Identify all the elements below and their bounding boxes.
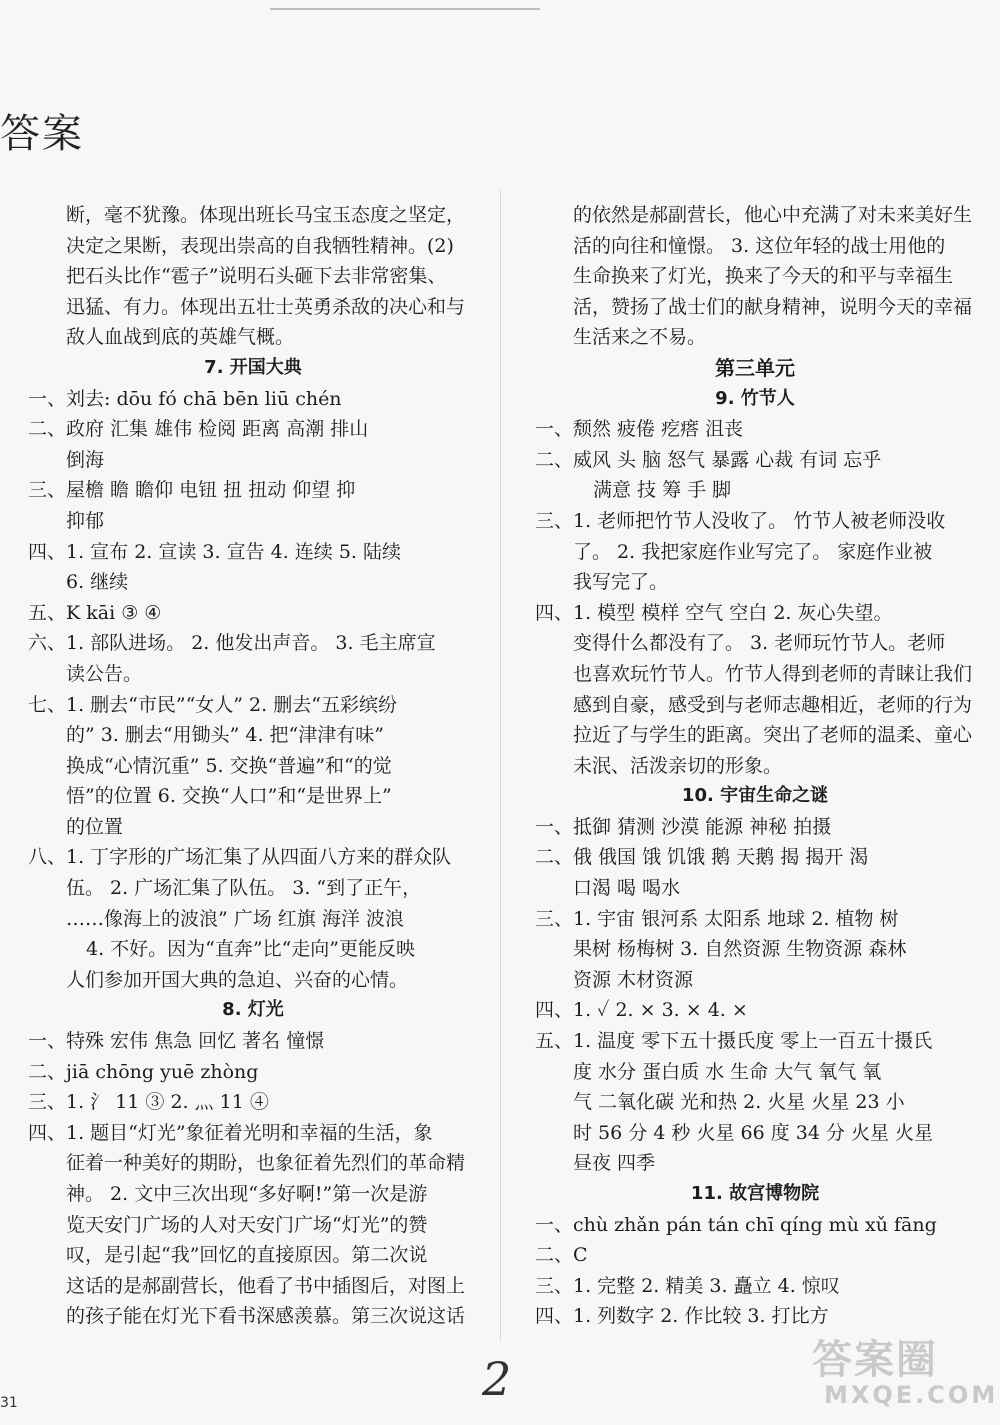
answer-line: 一、颓然 疲倦 疙瘩 沮丧 xyxy=(535,418,744,441)
answer-line: 四、1. 列数字 2. 作比较 3. 打比方 xyxy=(535,1305,829,1328)
right-column xyxy=(535,200,975,1332)
answer-line: 三、屋檐 瞻 瞻仰 电钮 扭 扭动 仰望 抑 xyxy=(28,479,356,502)
lesson-title: 7. 开国大典 xyxy=(204,356,302,378)
answer-line: 六、1. 部队进场。 2. 他发出声音。 3. 毛主席宣 xyxy=(28,632,436,655)
answer-line: 叹，是引起“我”回忆的直接原因。第二次说 xyxy=(66,1244,428,1267)
answer-line: 八、1. 丁字形的广场汇集了从四面八方来的群众队 xyxy=(28,846,452,869)
column-divider xyxy=(500,190,501,1340)
answer-line: 神。 2. 文中三次出现“多好啊!”第一次是游 xyxy=(66,1183,428,1205)
answer-line: 一、抵御 猜测 沙漠 能源 神秘 拍摄 xyxy=(535,815,832,838)
answer-line: 时 56 分 4 秒 火星 66 度 34 分 火星 火星 xyxy=(573,1121,934,1144)
answer-line: 气 二氧化碳 光和热 2. 火星 火星 23 小 xyxy=(573,1091,905,1114)
answer-line: 感到自豪，感受到与老师志趣相近，老师的行为 xyxy=(573,693,973,716)
watermark-logo xyxy=(812,1337,999,1418)
top-rule xyxy=(270,8,540,10)
answer-line: 三、1. 氵 11 ③ 2. 灬 11 ④ xyxy=(28,1091,269,1114)
lesson-title: 8. 灯光 xyxy=(222,999,284,1021)
left-column xyxy=(28,200,478,1332)
answer-line: 倒海 xyxy=(66,448,105,471)
answer-line: 资源 木材资源 xyxy=(573,968,694,991)
answer-line: 这话的是郝副营长，他看了书中插图后，对图上 xyxy=(66,1274,466,1297)
answer-line: 把石头比作“雹子”说明石头砸下去非常密集、 xyxy=(66,265,447,288)
answer-line: 一、刘去: dōu fó chā bēn liū chén xyxy=(28,387,342,410)
answer-line: 五、1. 温度 零下五十摄氏度 零上一百五十摄氏 xyxy=(535,1030,933,1053)
answer-line: 伍。 2. 广场汇集了队伍。 3. “到了正午， xyxy=(66,877,422,900)
answer-line: 度 水分 蛋白质 水 生命 大气 氧气 氧 xyxy=(573,1060,882,1083)
answer-line: 五、K kāi ③ ④ xyxy=(28,601,162,624)
answer-line: 一、chù zhǎn pán tán chī qíng mù xǔ fāng xyxy=(535,1213,937,1236)
answer-line: 三、1. 老师把竹节人没收了。 竹节人被老师没收 xyxy=(535,509,946,532)
answer-line: 四、1. 题目“灯光”象征着光明和幸福的生活，象 xyxy=(28,1121,433,1144)
answer-line: 果树 杨梅树 3. 自然资源 生物资源 森林 xyxy=(573,938,907,961)
answer-line: 变得什么都没有了。 3. 老师玩竹节人。老师 xyxy=(573,632,946,655)
answer-line: 二、政府 汇集 雄伟 检阅 距离 高潮 排山 xyxy=(28,418,369,441)
answer-line: 二、威风 头 脑 怒气 暴露 心裁 有词 忘乎 xyxy=(535,448,882,471)
watermark-text: 答案圈 xyxy=(812,1337,938,1383)
answer-line: ……像海上的波浪” 广场 红旗 海洋 波浪 xyxy=(66,907,404,930)
lesson-title: 9. 竹节人 xyxy=(715,387,795,409)
answer-line: 抑郁 xyxy=(66,509,105,532)
lesson-title: 10. 宇宙生命之谜 xyxy=(681,785,829,807)
answer-line: 生活来之不易。 xyxy=(573,326,707,349)
answer-line: 6. 继续 xyxy=(66,571,129,594)
answer-line: 4. 不好。因为“直奔”比“走向”更能反映 xyxy=(86,938,416,961)
answer-line: 二、俄 俄国 饿 饥饿 鹅 天鹅 揭 揭开 渴 xyxy=(535,846,869,869)
answer-line: 览天安门广场的人对天安门广场“灯光”的赞 xyxy=(66,1213,428,1236)
answer-line: 人们参加开国大典的急迫、兴奋的心情。 xyxy=(66,968,409,991)
answer-line: 敌人血战到底的英雄气概。 xyxy=(66,326,295,349)
answer-line: 断，毫不犹豫。体现出班长马宝玉态度之坚定， xyxy=(66,204,466,226)
answer-line: 四、1. ✓ 2. × 3. × 4. × xyxy=(535,999,748,1022)
answer-line: 的依然是郝副营长，他心中充满了对未来美好生 xyxy=(573,204,973,226)
answer-line: 三、1. 宇宙 银河系 太阳系 地球 2. 植物 树 xyxy=(535,907,899,930)
answer-line: 的孩子能在灯光下看书深感羡慕。第三次说这话 xyxy=(66,1305,466,1328)
answer-line: 一、特殊 宏伟 焦急 回忆 著名 憧憬 xyxy=(28,1030,325,1053)
answer-line: 我写完了。 xyxy=(573,571,669,594)
answer-line: 四、1. 模型 模样 空气 空白 2. 灰心失望。 xyxy=(535,601,893,624)
answer-line: 征着一种美好的期盼，也象征着先烈们的革命精 xyxy=(66,1152,466,1175)
answer-line: 拉近了与学生的距离。突出了老师的温柔、童心 xyxy=(573,724,973,747)
answer-line: 七、1. 删去“市民”“女人” 2. 删去“五彩缤纷 xyxy=(28,693,397,716)
answer-line: 悟”的位置 6. 交换“人口”和“是世界上” xyxy=(66,785,392,808)
unit-title: 第三单元 xyxy=(715,355,795,380)
handwritten-page-mark: 2 xyxy=(482,1352,512,1406)
lesson-title: 11. 故宫博物院 xyxy=(690,1183,820,1204)
answer-line: 的” 3. 删去“用锄头” 4. 把“津津有味” xyxy=(66,724,384,747)
page-number: 31 xyxy=(0,1395,18,1411)
answer-line: 换成“心情沉重” 5. 交换“普遍”和“的觉 xyxy=(66,754,392,777)
page-heading: 答案 xyxy=(0,111,84,157)
watermark-url: MXQE.COM xyxy=(824,1381,999,1409)
answer-line: 满意 技 筹 手 脚 xyxy=(593,479,732,502)
answer-line: 活，赞扬了战士们的献身精神，说明今天的幸福 xyxy=(573,295,973,318)
answer-line: 迅猛、有力。体现出五壮士英勇杀敌的决心和与 xyxy=(66,295,466,318)
answer-line: 口渴 喝 喝水 xyxy=(573,877,681,900)
answer-line: 昼夜 四季 xyxy=(573,1152,656,1175)
answer-line: 二、jiā chōng yuē zhòng xyxy=(28,1060,259,1083)
answer-line: 的位置 xyxy=(66,815,124,838)
answer-line: 读公告。 xyxy=(66,662,143,685)
answer-line: 三、1. 完整 2. 精美 3. 矗立 4. 惊叹 xyxy=(535,1274,840,1297)
answer-line: 生命换来了灯光，换来了今天的和平与幸福生 xyxy=(573,265,954,288)
answer-line: 四、1. 宣布 2. 宣读 3. 宣告 4. 连续 5. 陆续 xyxy=(28,540,401,563)
answer-line: 决定之果断，表现出崇高的自我牺牲精神。(2) xyxy=(66,234,454,257)
answer-line: 了。 2. 我把家庭作业写完了。 家庭作业被 xyxy=(573,540,933,563)
answer-line: 也喜欢玩竹节人。竹节人得到老师的青睐让我们 xyxy=(573,662,973,685)
answer-line: 二、C xyxy=(535,1244,588,1267)
answer-line: 未泯、活泼亲切的形象。 xyxy=(573,754,783,777)
answer-line: 活的向往和憧憬。 3. 这位年轻的战士用他的 xyxy=(573,234,946,257)
